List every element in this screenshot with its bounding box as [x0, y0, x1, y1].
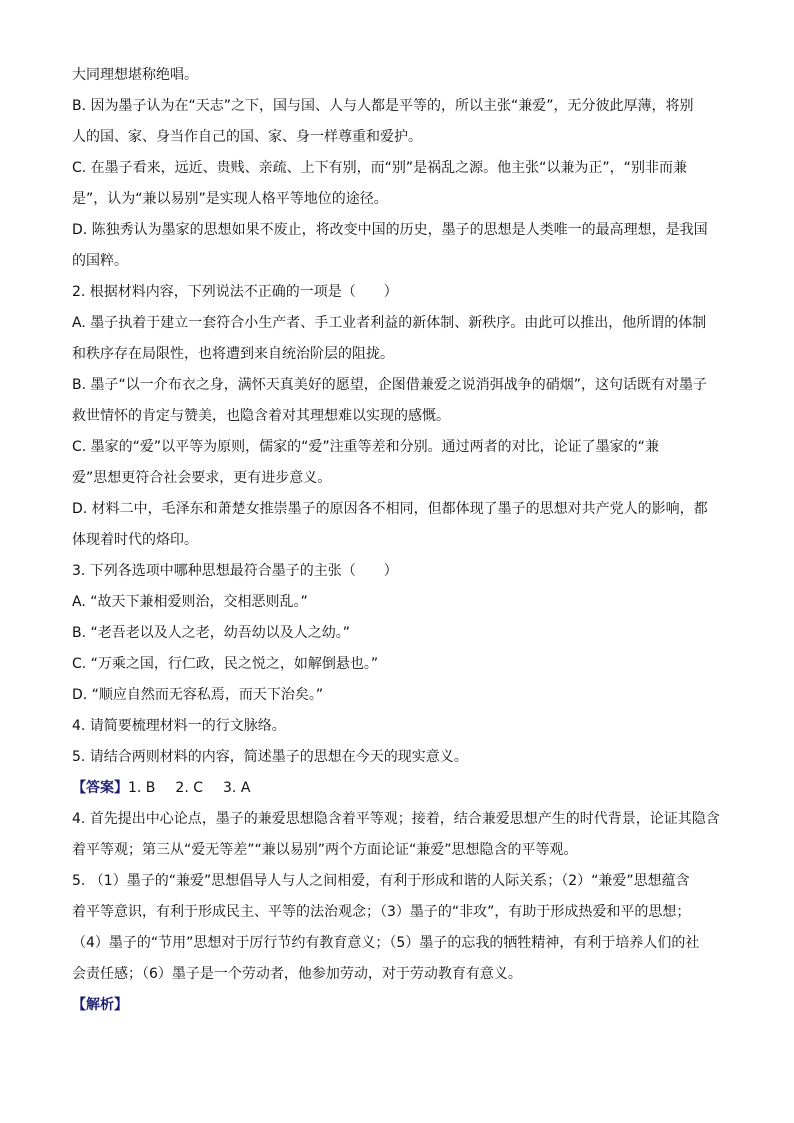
q1-option-c-line-1: C. 在墨子看来，远近、贵贱、亲疏、上下有别，而“别”是祸乱之源。他主张“以兼为正”，“别非而兼: [72, 160, 687, 176]
q2-option-b-line-1: B. 墨子“以一介布衣之身，满怀天真美好的愿望，企图借兼爱之说消弭战争的硝烟”，这句话既有对墨子: [72, 377, 708, 393]
analysis-tag: 【解析】: [72, 997, 128, 1013]
q2-option-b-line-2: 救世情怀的肯定与赞美，也隐含着对其理想难以实现的感慨。: [72, 408, 450, 424]
q3-option-d: D. “顺应自然而无容私焉，而天下治矣。”: [72, 687, 324, 703]
q3-option-c: C. “万乘之国，行仁政，民之悦之，如解倒悬也。”: [72, 656, 379, 672]
answer-summary-line: [72, 773, 722, 804]
q2-option-c-line-1: C. 墨家的“爱”以平等为原则，儒家的“爱”注重等差和分别。通过两者的对比，论证了墨家的“兼: [72, 439, 659, 455]
analysis-line: [72, 990, 722, 1021]
q3-stem: 3. 下列各选项中哪种思想最符合墨子的主张（ ）: [72, 563, 398, 579]
q1-line-0: 大同理想堪称绝唱。: [72, 67, 198, 83]
q5-stem: 5. 请结合两则材料的内容，简述墨子的思想在今天的现实意义。: [72, 749, 468, 765]
q4-stem: 4. 请简要梳理材料一的行文脉络。: [72, 718, 286, 734]
q1-option-b-line-2: 人的国、家、身当作自己的国、家、身一样尊重和爱护。: [72, 129, 422, 145]
answer-4-line-2: 着平等观；第三从“爱无等差”“兼以易别”两个方面论证“兼爱”思想隐含的平等观。: [72, 842, 578, 858]
q2-option-a-line-2: 和秩序存在局限性，也将遭到来自统治阶层的阻拢。: [72, 346, 394, 362]
q1-option-d-line-2: 的国粹。: [72, 253, 128, 269]
answer-2: 2. C: [175, 780, 204, 796]
answer-tag: 【答案】: [72, 780, 128, 796]
answer-3: 3. A: [223, 780, 251, 796]
answer-5-line-4: 会责任感；（6）墨子是一个劳动者，他参加劳动，对于劳动教育有意义。: [72, 966, 522, 982]
q3-option-b: B. “老吾老以及人之老，幼吾幼以及人之幼。”: [72, 625, 351, 641]
q1-option-c-line-2: 是”，认为“兼以易别”是实现人格平等地位的途径。: [72, 191, 388, 207]
answer-1: 1. B: [128, 780, 156, 796]
q1-option-b-line-1: B. 因为墨子认为在“天志”之下，国与国、人与人都是平等的，所以主张“兼爱”，无分彼此厚薄，将别: [72, 98, 694, 114]
q2-option-a-line-1: A. 墨子执着于建立一套符合小生产者、手工业者利益的新体制、新秩序。由此可以推出，他所谓的体制: [72, 315, 707, 331]
answer-4-line-1: 4. 首先提出中心论点，墨子的兼爱思想隐含着平等观；接着，结合兼爱思想产生的时代背景，论证其隐含: [72, 811, 720, 827]
document-page: [72, 60, 722, 1021]
q1-option-d-line-1: D. 陈独秀认为墨家的思想如果不废止，将改变中国的历史，墨子的思想是人类唯一的最高理想，是我国: [72, 222, 708, 238]
q2-option-d-line-2: 体现着时代的烙印。: [72, 532, 198, 548]
answer-5-line-1: 5. （1）墨子的“兼爱”思想倡导人与人之间相爱，有利于形成和谐的人际关系；（2）“兼爱”思想蕴含: [72, 873, 690, 889]
q2-stem: 2. 根据材料内容，下列说法不正确的一项是（ ）: [72, 284, 398, 300]
answer-5-line-3: （4）墨子的“节用”思想对于厉行节约有教育意义；（5）墨子的忘我的牺牲精神，有利于培养人们的社: [72, 935, 700, 951]
q3-option-a: A. “故天下兼相爱则治，交相恶则乱。”: [72, 594, 308, 610]
q2-option-c-line-2: 爱”思想更符合社会要求，更有进步意义。: [72, 470, 332, 486]
answer-5-line-2: 着平等意识，有利于形成民主、平等的法治观念；（3）墨子的“非攻”，有助于形成热爱和平的思想；: [72, 904, 691, 920]
q2-option-d-line-1: D. 材料二中，毛泽东和萧楚女推崇墨子的原因各不相同，但都体现了墨子的思想对共产党人的影响，都: [72, 501, 708, 517]
